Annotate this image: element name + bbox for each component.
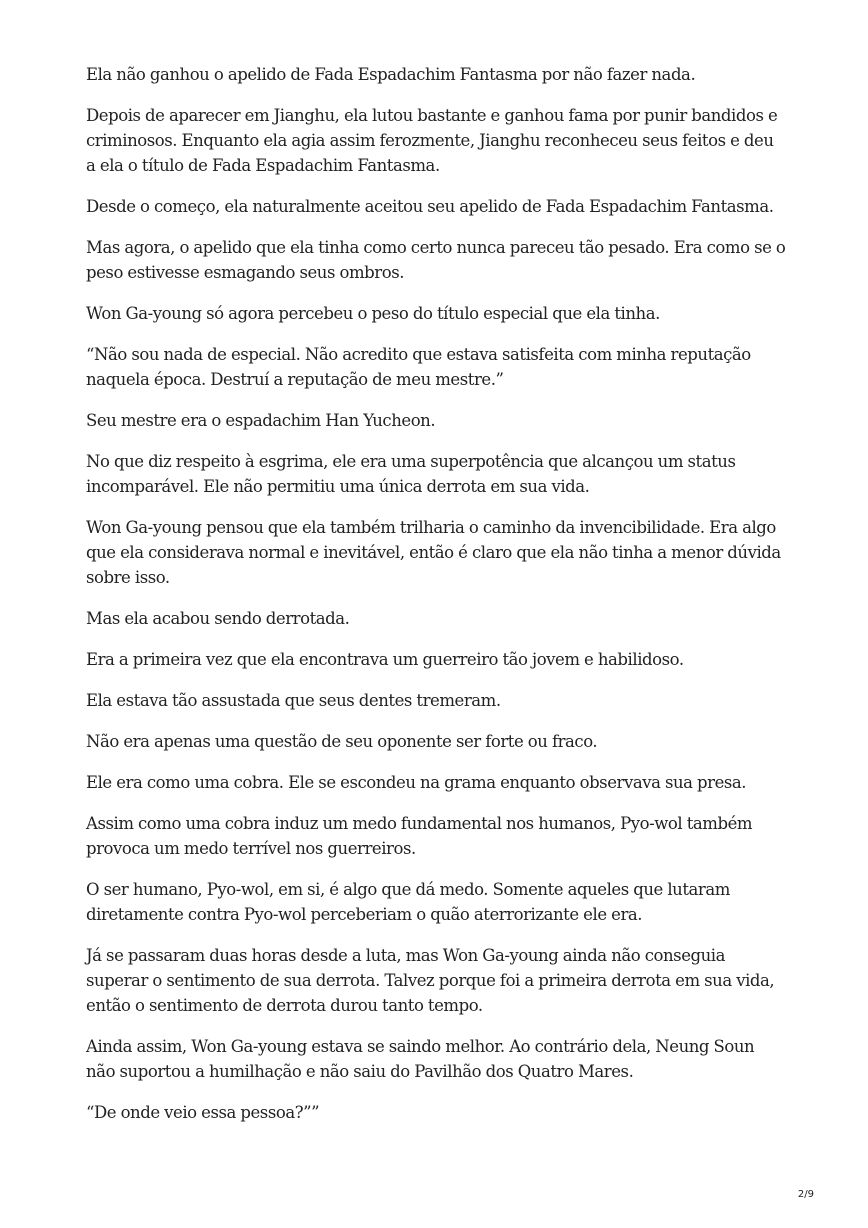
paragraph: Mas ela acabou sendo derrotada. xyxy=(86,609,350,628)
paragraph: No que diz respeito à esgrima, ele era uma superpotência que alcançou um status incomparável. Ele não permitiu uma única derrota em sua vida. xyxy=(86,452,736,496)
paragraph: Assim como uma cobra induz um medo fundamental nos humanos, Pyo-wol também provoca um medo terrível nos guerreiros. xyxy=(86,814,753,858)
paragraph: Desde o começo, ela naturalmente aceitou seu apelido de Fada Espadachim Fantasma. xyxy=(86,197,774,216)
paragraph: “De onde veio essa pessoa?”” xyxy=(86,1103,320,1122)
paragraph: Won Ga-young pensou que ela também trilharia o caminho da invencibilidade. Era algo que ela considerava normal e inevitável, então é claro que ela não tinha a menor dúvida sobre isso. xyxy=(86,518,781,587)
paragraph: “Não sou nada de especial. Não acredito que estava satisfeita com minha reputação naquela época. Destruí a reputação de meu mestre.” xyxy=(86,345,751,389)
document-body xyxy=(86,62,786,1141)
paragraph: Seu mestre era o espadachim Han Yucheon. xyxy=(86,411,436,430)
paragraph: Era a primeira vez que ela encontrava um guerreiro tão jovem e habilidoso. xyxy=(86,650,684,669)
page-number: 2/9 xyxy=(797,1189,814,1200)
paragraph: Mas agora, o apelido que ela tinha como certo nunca pareceu tão pesado. Era como se o peso estivesse esmagando seus ombros. xyxy=(86,238,786,282)
paragraph: Ainda assim, Won Ga-young estava se saindo melhor. Ao contrário dela, Neung Soun não suportou a humilhação e não saiu do Pavilhão dos Quatro Mares. xyxy=(86,1037,755,1081)
paragraph: Ela não ganhou o apelido de Fada Espadachim Fantasma por não fazer nada. xyxy=(86,65,696,84)
paragraph: Depois de aparecer em Jianghu, ela lutou bastante e ganhou fama por punir bandidos e criminosos. Enquanto ela agia assim ferozmente, Jianghu reconheceu seus feitos e deu a ela o título de Fada Espadachim Fantasma. xyxy=(86,106,778,175)
paragraph: Won Ga-young só agora percebeu o peso do título especial que ela tinha. xyxy=(86,304,660,323)
paragraph: O ser humano, Pyo-wol, em si, é algo que dá medo. Somente aqueles que lutaram diretamente contra Pyo-wol perceberiam o quão aterrorizante ele era. xyxy=(86,880,730,924)
paragraph: Não era apenas uma questão de seu oponente ser forte ou fraco. xyxy=(86,732,598,751)
paragraph: Ele era como uma cobra. Ele se escondeu na grama enquanto observava sua presa. xyxy=(86,773,747,792)
paragraph: Ela estava tão assustada que seus dentes tremeram. xyxy=(86,691,501,710)
paragraph: Já se passaram duas horas desde a luta, mas Won Ga-young ainda não conseguia superar o sentimento de sua derrota. Talvez porque foi a primeira derrota em sua vida, então o sentimento de derrota durou tanto tempo. xyxy=(86,946,775,1015)
